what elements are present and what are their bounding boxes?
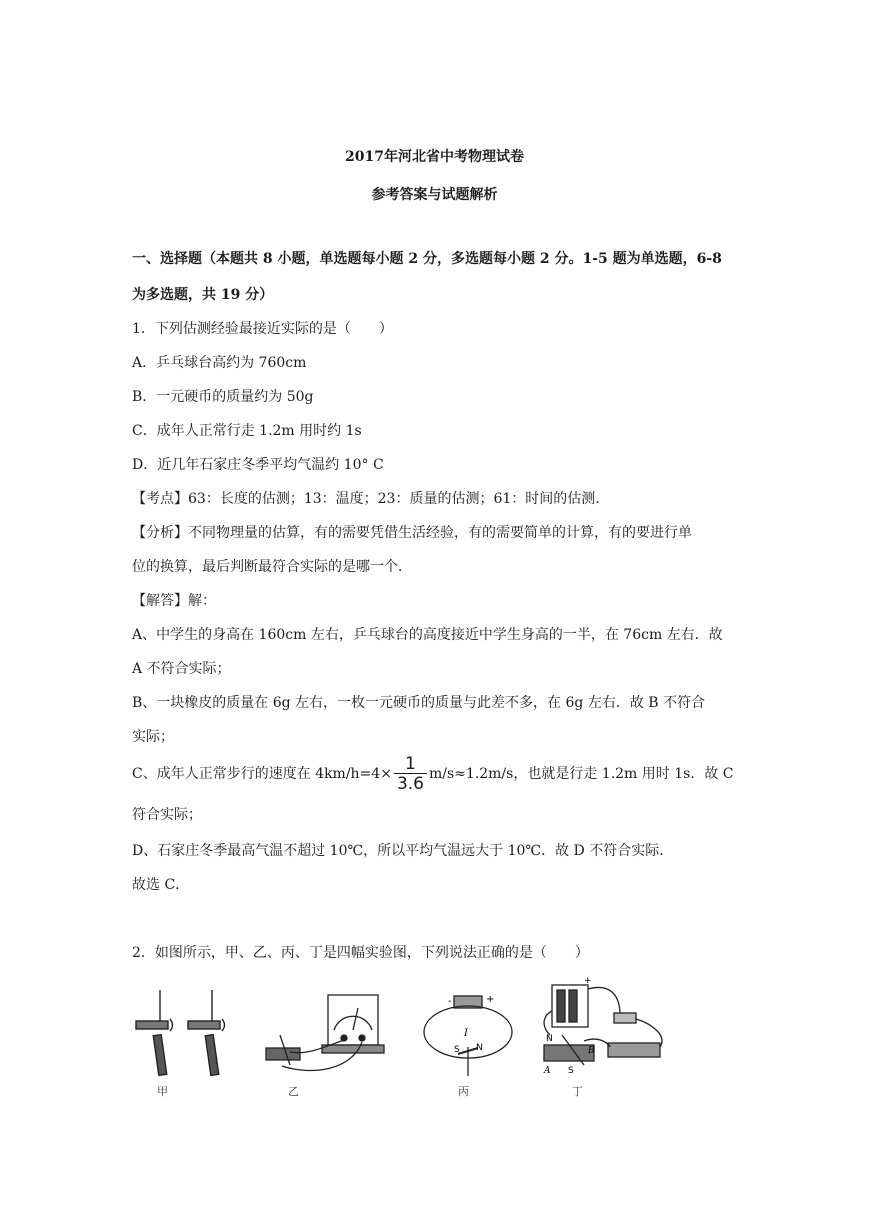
q1-solution-heading: 【解答】解： xyxy=(132,593,216,609)
figure-jia-caption: 甲 xyxy=(157,1085,168,1098)
q1-solution-b-line1: B、一块橡皮的质量在 6g 左右，一枚一元硬币的质量与此差不多，在 6g 左右．故 B 不符合 xyxy=(132,695,706,711)
page-subtitle: 参考答案与试题解析 xyxy=(371,187,498,203)
fraction-numerator: 1 xyxy=(394,755,427,774)
q1-solution-c-post: m/s≈1.2m/s，也就是行走 1.2m 用时 1s．故 C xyxy=(428,766,734,782)
q1-solution-d-line1: D、石家庄冬季最高气温不超过 10℃，所以平均气温远大于 10℃．故 D 不符合实际． xyxy=(132,843,674,859)
q1-option-c: C．成年人正常行走 1.2m 用时约 1s xyxy=(132,423,362,439)
q1-analysis-line2: 位的换算，最后判断最符合实际的是哪一个． xyxy=(132,559,412,575)
fraction xyxy=(394,755,427,794)
figure-bing-caption: 丙 xyxy=(458,1085,469,1098)
figure-bing-s-label: S xyxy=(454,1045,460,1055)
figure-jia xyxy=(130,985,230,1080)
q1-option-d: D．近几年石家庄冬季平均气温约 10° C xyxy=(132,457,384,473)
q1-option-b: B．一元硬币的质量约为 50g xyxy=(132,389,314,405)
figure-bing-plus-label: + xyxy=(486,994,495,1005)
q1-option-a: A．乒乓球台高约为 760cm xyxy=(132,355,307,371)
figure-ding-b-label: B xyxy=(588,1046,595,1056)
figure-bing xyxy=(420,992,520,1082)
fraction-denominator: 3.6 xyxy=(396,773,424,794)
figure-ding xyxy=(540,975,670,1080)
q1-kaodian: 【考点】63：长度的估测；13：温度；23：质量的估测；61：时间的估测． xyxy=(132,491,610,507)
figure-bing-minus-label: - xyxy=(448,996,452,1007)
q1-solution-b-line2: 实际； xyxy=(132,729,174,745)
q1-solution-a-line2: A 不符合实际； xyxy=(132,661,231,677)
figure-ding-plus-label: + xyxy=(584,976,592,986)
figure-yi-caption: 乙 xyxy=(288,1085,299,1098)
q1-solution-c-pre: C、成年人正常步行的速度在 4km/h=4× xyxy=(132,766,392,782)
q1-solution-c-line2: 符合实际； xyxy=(132,807,202,823)
q1-stem: 1．下列估测经验最接近实际的是（ ） xyxy=(132,321,393,337)
figure-bing-current-label: I xyxy=(464,1028,468,1039)
figure-yi xyxy=(262,990,392,1080)
q1-solution-c-line1 xyxy=(132,754,733,794)
section-heading-line2: 为多选题，共 19 分） xyxy=(132,287,274,303)
q1-solution-a-line1: A、中学生的身高在 160cm 左右，乒乓球台的高度接近中学生身高的一半，在 76cm 左右．故 xyxy=(132,627,723,643)
figure-bing-n-label: N xyxy=(476,1043,483,1053)
q2-stem: 2．如图所示，甲、乙、丙、丁是四幅实验图，下列说法正确的是（ ） xyxy=(132,945,589,961)
section-heading-line1: 一、选择题（本题共 8 小题，单选题每小题 2 分，多选题每小题 2 分。1-5 题为单选题，6-8 xyxy=(132,251,722,267)
figure-ding-a-label: A xyxy=(544,1066,551,1076)
page-title: 2017年河北省中考物理试卷 xyxy=(345,149,524,165)
figure-ding-n-label: N xyxy=(546,1034,553,1044)
q1-analysis-line1: 【分析】不同物理量的估算，有的需要凭借生活经验，有的需要简单的计算，有的要进行单 xyxy=(132,525,692,541)
figure-ding-s-label: S xyxy=(568,1066,574,1076)
q1-conclusion: 故选 C． xyxy=(132,877,190,893)
figure-ding-caption: 丁 xyxy=(572,1085,583,1098)
